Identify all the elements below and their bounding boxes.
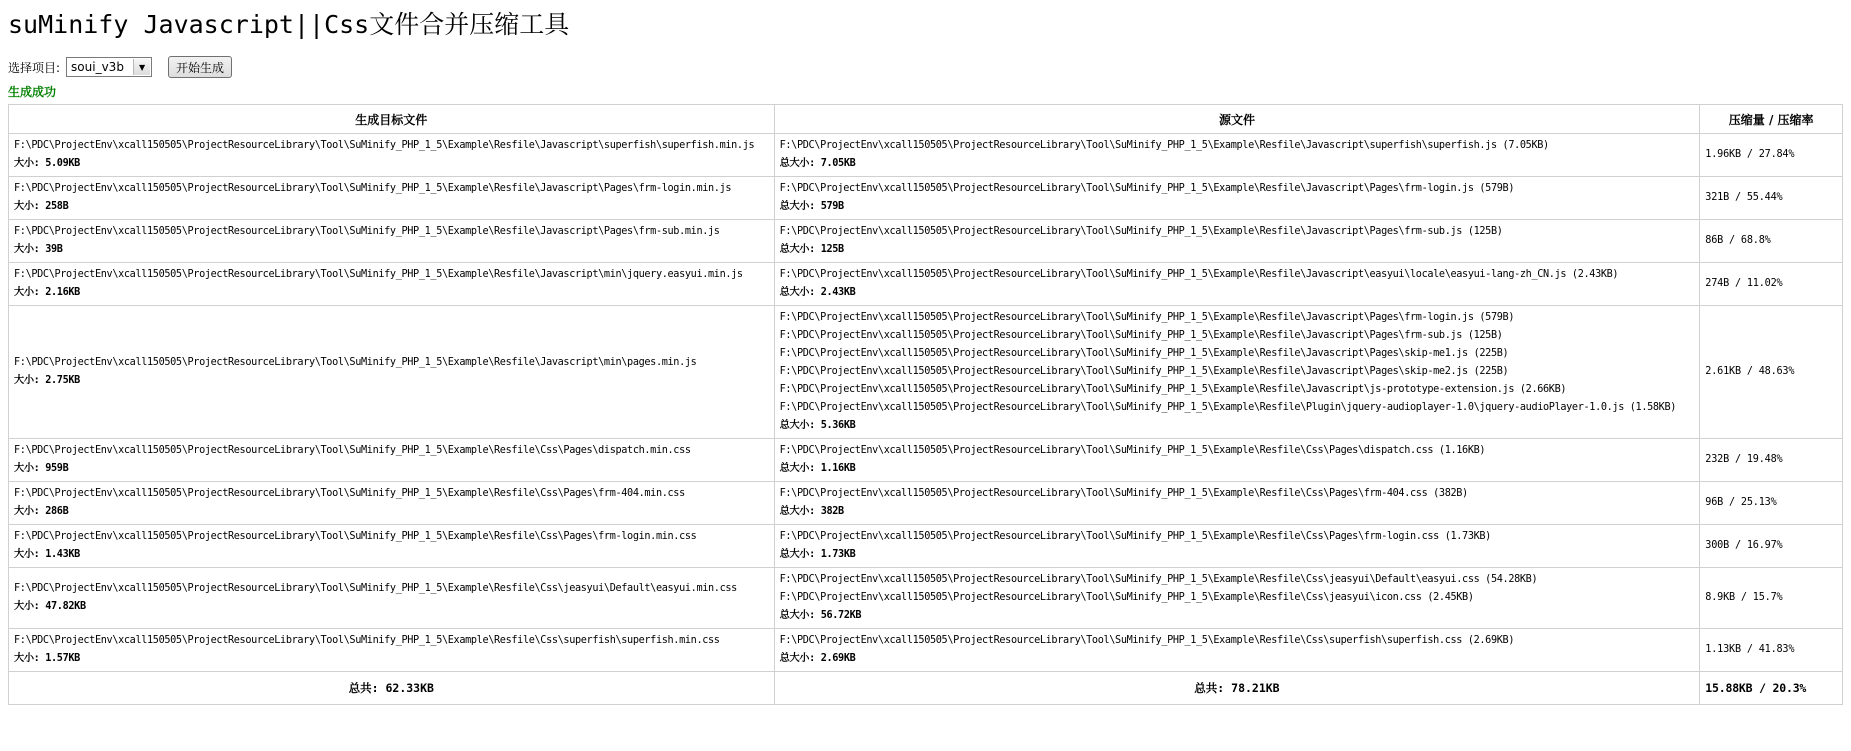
table-row (9, 525, 1843, 568)
compression-ratio: 1.96KB / 27.84% (1700, 134, 1843, 177)
table-row (9, 629, 1843, 672)
project-label: 选择项目: (8, 60, 61, 75)
target-file-path: F:\PDC\ProjectEnv\xcall150505\ProjectResourceLibrary\Tool\SuMinify_PHP_1_5\Example\Resfile\Javascript\superfish\superfish.min.js (14, 140, 755, 151)
header-source-file: 源文件 (774, 105, 1700, 134)
source-total-size: 总大小: 5.36KB (779, 420, 856, 431)
table-row (9, 177, 1843, 220)
source-file-path: F:\PDC\ProjectEnv\xcall150505\ProjectResourceLibrary\Tool\SuMinify_PHP_1_5\Example\Resfile\Css\jeasyui\icon.css (2.45KB) (779, 592, 1474, 603)
status-message: 生成成功 (8, 85, 57, 99)
compression-ratio: 2.61KB / 48.63% (1700, 306, 1843, 439)
compression-ratio: 232B / 19.48% (1700, 439, 1843, 482)
table-row (9, 568, 1843, 629)
source-total-size: 总大小: 7.05KB (779, 158, 856, 169)
source-file-path: F:\PDC\ProjectEnv\xcall150505\ProjectResourceLibrary\Tool\SuMinify_PHP_1_5\Example\Resfile\Javascript\superfish\superfish.js (7.05KB) (779, 140, 1549, 151)
compression-ratio: 86B / 68.8% (1700, 220, 1843, 263)
source-files-cell (774, 134, 1700, 177)
compression-ratio: 300B / 16.97% (1700, 525, 1843, 568)
target-file-path: F:\PDC\ProjectEnv\xcall150505\ProjectResourceLibrary\Tool\SuMinify_PHP_1_5\Example\Resfile\Css\Pages\dispatch.min.css (14, 445, 691, 456)
target-file-path: F:\PDC\ProjectEnv\xcall150505\ProjectResourceLibrary\Tool\SuMinify_PHP_1_5\Example\Resfile\Css\Pages\frm-404.min.css (14, 488, 685, 499)
table-header-row (9, 105, 1843, 134)
source-files-cell (774, 306, 1700, 439)
project-select-value: soui_v3b (71, 60, 124, 74)
target-file-cell (9, 439, 775, 482)
source-file-path: F:\PDC\ProjectEnv\xcall150505\ProjectResourceLibrary\Tool\SuMinify_PHP_1_5\Example\Resfile\Javascript\easyui\locale\easyui-lang-zh_CN.js (2.43KB) (779, 269, 1619, 280)
target-file-size: 大小: 5.09KB (14, 158, 80, 169)
source-file-path: F:\PDC\ProjectEnv\xcall150505\ProjectResourceLibrary\Tool\SuMinify_PHP_1_5\Example\Resfile\Javascript\Pages\frm-login.js (579B) (779, 312, 1515, 323)
table-row (9, 134, 1843, 177)
source-total-size: 总大小: 382B (779, 506, 844, 517)
target-file-cell (9, 177, 775, 220)
target-file-path: F:\PDC\ProjectEnv\xcall150505\ProjectResourceLibrary\Tool\SuMinify_PHP_1_5\Example\Resfile\Javascript\Pages\frm-login.min.js (14, 183, 732, 194)
totals-row (9, 672, 1843, 705)
target-file-cell (9, 306, 775, 439)
generate-button[interactable]: 开始生成 (168, 56, 232, 78)
header-target-file: 生成目标文件 (9, 105, 775, 134)
target-file-cell (9, 629, 775, 672)
target-file-size: 大小: 2.75KB (14, 375, 80, 386)
source-files-cell (774, 263, 1700, 306)
source-file-path: F:\PDC\ProjectEnv\xcall150505\ProjectResourceLibrary\Tool\SuMinify_PHP_1_5\Example\Resfile\Javascript\Pages\skip-me1.js (225B) (779, 348, 1509, 359)
target-file-size: 大小: 258B (14, 201, 69, 212)
target-file-path: F:\PDC\ProjectEnv\xcall150505\ProjectResourceLibrary\Tool\SuMinify_PHP_1_5\Example\Resfile\Css\jeasyui\Default\easyui.min.css (14, 583, 737, 594)
source-file-path: F:\PDC\ProjectEnv\xcall150505\ProjectResourceLibrary\Tool\SuMinify_PHP_1_5\Example\Resfile\Css\superfish\superfish.css (2.69KB) (779, 635, 1515, 646)
compression-ratio: 1.13KB / 41.83% (1700, 629, 1843, 672)
table-row (9, 439, 1843, 482)
project-select[interactable] (66, 57, 152, 77)
source-file-path: F:\PDC\ProjectEnv\xcall150505\ProjectResourceLibrary\Tool\SuMinify_PHP_1_5\Example\Resfile\Javascript\Pages\frm-sub.js (125B) (779, 226, 1503, 237)
chevron-down-icon[interactable]: ▼ (133, 59, 150, 75)
source-total-size: 总大小: 579B (779, 201, 844, 212)
source-total-size: 总大小: 2.43KB (779, 287, 856, 298)
source-files-cell (774, 482, 1700, 525)
source-files-cell (774, 568, 1700, 629)
source-file-path: F:\PDC\ProjectEnv\xcall150505\ProjectResourceLibrary\Tool\SuMinify_PHP_1_5\Example\Resfile\Javascript\Pages\frm-sub.js (125B) (779, 330, 1503, 341)
source-file-path: F:\PDC\ProjectEnv\xcall150505\ProjectResourceLibrary\Tool\SuMinify_PHP_1_5\Example\Resfile\Css\Pages\frm-login.css (1.73KB) (779, 531, 1491, 542)
source-files-cell (774, 629, 1700, 672)
target-file-size: 大小: 1.43KB (14, 549, 80, 560)
target-file-size: 大小: 1.57KB (14, 653, 80, 664)
source-files-cell (774, 177, 1700, 220)
source-file-path: F:\PDC\ProjectEnv\xcall150505\ProjectResourceLibrary\Tool\SuMinify_PHP_1_5\Example\Resfile\Plugin\jquery-audioplayer-1.0\jquery-audioPlayer-1.0.js (1.58KB) (779, 402, 1677, 413)
target-file-path: F:\PDC\ProjectEnv\xcall150505\ProjectResourceLibrary\Tool\SuMinify_PHP_1_5\Example\Resfile\Javascript\Pages\frm-sub.min.js (14, 226, 720, 237)
compression-ratio: 96B / 25.13% (1700, 482, 1843, 525)
target-file-cell (9, 525, 775, 568)
source-file-path: F:\PDC\ProjectEnv\xcall150505\ProjectResourceLibrary\Tool\SuMinify_PHP_1_5\Example\Resfile\Css\jeasyui\Default\easyui.css (54.28KB) (779, 574, 1538, 585)
source-file-path: F:\PDC\ProjectEnv\xcall150505\ProjectResourceLibrary\Tool\SuMinify_PHP_1_5\Example\Resfile\Css\Pages\dispatch.css (1.16KB) (779, 445, 1486, 456)
source-total-size: 总大小: 56.72KB (779, 610, 862, 621)
source-total-size: 总大小: 125B (779, 244, 844, 255)
target-file-size: 大小: 2.16KB (14, 287, 80, 298)
header-compression: 压缩量 / 压缩率 (1700, 105, 1843, 134)
target-file-size: 大小: 39B (14, 244, 63, 255)
source-files-cell (774, 439, 1700, 482)
source-file-path: F:\PDC\ProjectEnv\xcall150505\ProjectResourceLibrary\Tool\SuMinify_PHP_1_5\Example\Resfile\Css\Pages\frm-404.css (382B) (779, 488, 1468, 499)
compression-ratio: 8.9KB / 15.7% (1700, 568, 1843, 629)
table-row (9, 482, 1843, 525)
compression-ratio: 274B / 11.02% (1700, 263, 1843, 306)
target-file-path: F:\PDC\ProjectEnv\xcall150505\ProjectResourceLibrary\Tool\SuMinify_PHP_1_5\Example\Resfile\Css\superfish\superfish.min.css (14, 635, 720, 646)
source-total-size: 总大小: 1.16KB (779, 463, 856, 474)
target-file-cell (9, 134, 775, 177)
target-file-cell (9, 482, 775, 525)
source-files-cell (774, 220, 1700, 263)
source-file-path: F:\PDC\ProjectEnv\xcall150505\ProjectResourceLibrary\Tool\SuMinify_PHP_1_5\Example\Resfile\Javascript\Pages\frm-login.js (579B) (779, 183, 1515, 194)
source-total-size: 总大小: 1.73KB (779, 549, 856, 560)
source-files-cell (774, 525, 1700, 568)
target-file-cell (9, 568, 775, 629)
target-file-path: F:\PDC\ProjectEnv\xcall150505\ProjectResourceLibrary\Tool\SuMinify_PHP_1_5\Example\Resfile\Css\Pages\frm-login.min.css (14, 531, 697, 542)
table-row (9, 306, 1843, 439)
source-total: 总共: 78.21KB (774, 672, 1700, 705)
source-file-path: F:\PDC\ProjectEnv\xcall150505\ProjectResourceLibrary\Tool\SuMinify_PHP_1_5\Example\Resfile\Javascript\js-prototype-extension.js (2.66KB) (779, 384, 1567, 395)
target-file-size: 大小: 959B (14, 463, 69, 474)
target-file-cell (9, 263, 775, 306)
source-file-path: F:\PDC\ProjectEnv\xcall150505\ProjectResourceLibrary\Tool\SuMinify_PHP_1_5\Example\Resfile\Javascript\Pages\skip-me2.js (225B) (779, 366, 1509, 377)
target-total: 总共: 62.33KB (9, 672, 775, 705)
target-file-path: F:\PDC\ProjectEnv\xcall150505\ProjectResourceLibrary\Tool\SuMinify_PHP_1_5\Example\Resfile\Javascript\min\jquery.easyui.min.js (14, 269, 743, 280)
source-total-size: 总大小: 2.69KB (779, 653, 856, 664)
table-row (9, 220, 1843, 263)
table-body (9, 134, 1843, 705)
target-file-cell (9, 220, 775, 263)
toolbar (8, 56, 1843, 78)
ratio-total: 15.88KB / 20.3% (1700, 672, 1843, 705)
compression-ratio: 321B / 55.44% (1700, 177, 1843, 220)
table-row (9, 263, 1843, 306)
target-file-size: 大小: 47.82KB (14, 601, 86, 612)
page-title: suMinify Javascript||Css文件合并压缩工具 (8, 10, 570, 39)
results-table (8, 104, 1843, 705)
target-file-size: 大小: 286B (14, 506, 69, 517)
target-file-path: F:\PDC\ProjectEnv\xcall150505\ProjectResourceLibrary\Tool\SuMinify_PHP_1_5\Example\Resfile\Javascript\min\pages.min.js (14, 357, 697, 368)
